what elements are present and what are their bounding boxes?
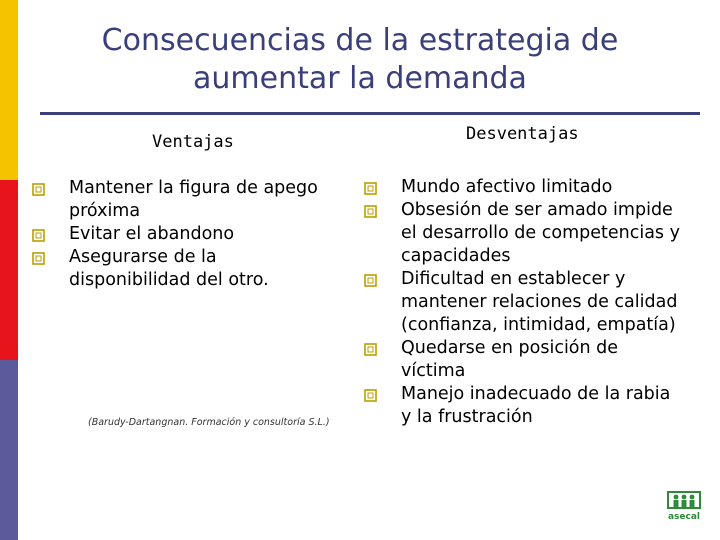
list-item bbox=[32, 246, 332, 292]
list-item bbox=[364, 383, 684, 429]
list-item-text: Manejo inadecuado de la rabia y la frustración bbox=[401, 384, 671, 427]
list-item bbox=[32, 223, 332, 246]
list-item bbox=[364, 268, 684, 337]
asecal-logo bbox=[666, 490, 702, 526]
asecal-logo-icon bbox=[666, 490, 702, 512]
list-item-text: Dificultad en establecer y mantener relaciones de calidad (confianza, intimidad, empatía) bbox=[401, 269, 678, 335]
square-bullet-icon bbox=[364, 274, 377, 287]
list-item-text: Asegurarse de la disponibilidad del otro. bbox=[69, 247, 269, 290]
list-item bbox=[364, 176, 684, 199]
square-bullet-icon bbox=[32, 183, 45, 196]
list-item-text: Obsesión de ser amado impide el desarrollo de competencias y capacidades bbox=[401, 200, 680, 266]
list-item bbox=[364, 199, 684, 268]
list-item bbox=[32, 177, 332, 223]
accent-bar-yellow bbox=[0, 0, 18, 180]
ventajas-list bbox=[32, 177, 332, 292]
list-item-text: Quedarse en posición de víctima bbox=[401, 338, 619, 381]
desventajas-list bbox=[364, 176, 684, 429]
square-bullet-icon bbox=[32, 229, 45, 242]
square-bullet-icon bbox=[32, 252, 45, 265]
logo-text: asecal bbox=[667, 512, 701, 522]
list-item-text: Mundo afectivo limitado bbox=[401, 177, 613, 197]
title-divider bbox=[40, 112, 700, 115]
slide-title: Consecuencias de la estrategia de aumentar la demanda bbox=[101, 23, 619, 96]
square-bullet-icon bbox=[364, 205, 377, 218]
heading-desventajas: Desventajas bbox=[466, 124, 579, 144]
square-bullet-icon bbox=[364, 343, 377, 356]
list-item-text: Evitar el abandono bbox=[69, 224, 235, 244]
accent-bar-red bbox=[0, 180, 18, 360]
square-bullet-icon bbox=[364, 389, 377, 402]
heading-ventajas: Ventajas bbox=[152, 132, 234, 152]
list-item bbox=[364, 337, 684, 383]
accent-bar-purple bbox=[0, 360, 18, 540]
square-bullet-icon bbox=[364, 182, 377, 195]
citation-text: (Barudy-Dartangnan. Formación y consultoría S.L.) bbox=[88, 417, 330, 428]
list-item-text: Mantener la figura de apego próxima bbox=[69, 178, 318, 221]
